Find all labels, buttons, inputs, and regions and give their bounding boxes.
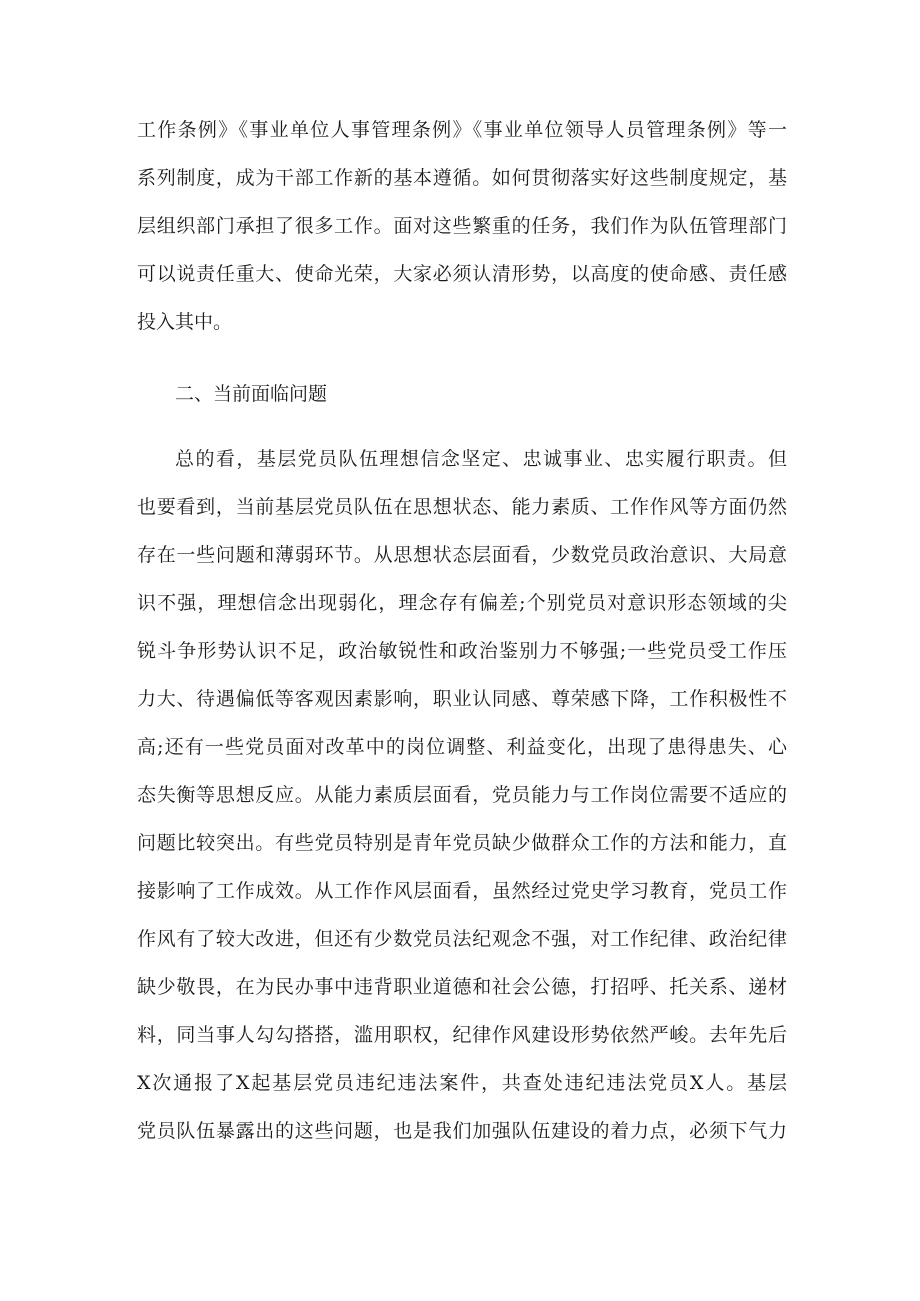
paragraph-line: 层组织部门承担了很多工作。面对这些繁重的任务，我们作为队伍管理部门 [137,215,787,237]
paragraph-line: 锐斗争形势认识不足，政治敏锐性和政治鉴别力不够强;一些党员受工作压 [137,640,787,662]
paragraph-line: 识不强，理想信念出现弱化，理念存有偏差;个别党员对意识形态领域的尖 [137,592,787,614]
paragraph-regulations [137,106,787,346]
paragraph-line: 工作条例》《事业单位人事管理条例》《事业单位领导人员管理条例》等一 [137,119,787,141]
paragraph-line: 总的看，基层党员队伍理想信念坚定、忠诚事业、忠实履行职责。但 [175,448,787,470]
paragraph-line: 力大、待遇偏低等客观因素影响，职业认同感、尊荣感下降，工作积极性不 [137,688,787,710]
paragraph-line: 态失衡等思想反应。从能力素质层面看，党员能力与工作岗位需要不适应的 [137,784,787,806]
paragraph-line: 作风有了较大改进，但还有少数党员法纪观念不强，对工作纪律、政治纪律 [137,928,787,950]
paragraph-line: 接影响了工作成效。从工作作风层面看，虽然经过党史学习教育，党员工作 [137,880,787,902]
paragraph-line: 料，同当事人勾勾搭搭，滥用职权，纪律作风建设形势依然严峻。去年先后 [137,1024,787,1046]
paragraph-line: 系列制度，成为干部工作新的基本遵循。如何贯彻落实好这些制度规定，基 [137,167,787,189]
paragraph-line: 缺少敬畏，在为民办事中违背职业道德和社会公德，打招呼、托关系、递材 [137,976,787,998]
paragraph-line: 投入其中。 [137,311,233,333]
paragraph-line: 也要看到，当前基层党员队伍在思想状态、能力素质、工作作风等方面仍然 [137,496,787,518]
section-heading: 二、当前面临问题 [175,383,328,405]
paragraph-problems [137,435,787,1155]
paragraph-line: X次通报了X起基层党员违纪违法案件，共查处违纪违法党员X人。基层 [137,1072,787,1094]
paragraph-line: 可以说责任重大、使命光荣，大家必须认清形势，以高度的使命感、责任感 [137,263,787,285]
paragraph-line: 高;还有一些党员面对改革中的岗位调整、利益变化，出现了患得患失、心 [137,736,787,758]
paragraph-line: 问题比较突出。有些党员特别是青年党员缺少做群众工作的方法和能力，直 [137,832,787,854]
paragraph-line: 党员队伍暴露出的这些问题，也是我们加强队伍建设的着力点，必须下气力 [137,1120,787,1142]
paragraph-line: 存在一些问题和薄弱环节。从思想状态层面看，少数党员政治意识、大局意 [137,544,787,566]
